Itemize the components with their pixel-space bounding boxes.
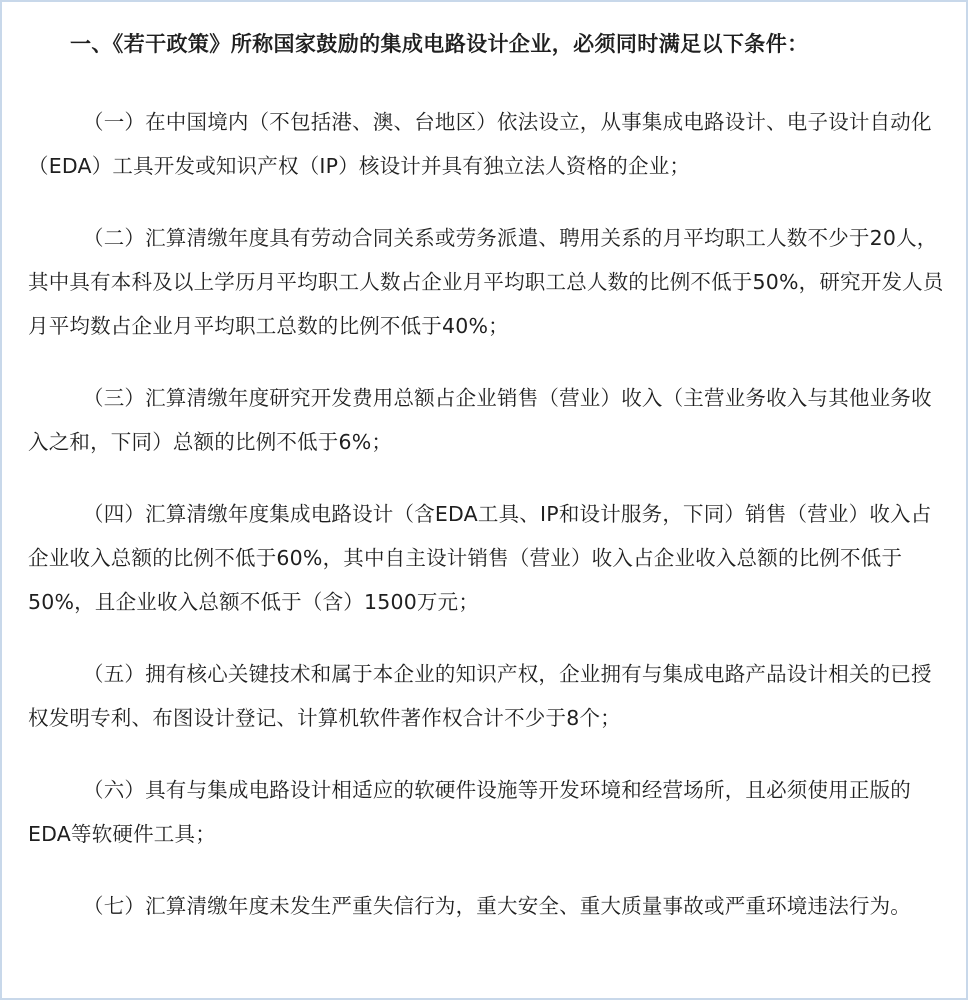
clause-5 xyxy=(28,652,952,740)
clause-number: （五） xyxy=(83,662,146,686)
clause-4 xyxy=(28,492,952,624)
clause-1 xyxy=(28,100,952,188)
clause-2 xyxy=(28,216,952,348)
clause-6 xyxy=(28,768,952,856)
clause-text: 汇算清缴年度研究开发费用总额占企业销售（营业）收入（主营业务收入与其他业务收入之和，下同）总额的比例不低于6%； xyxy=(28,386,932,454)
clause-3 xyxy=(28,376,952,464)
document-heading: 一、《若干政策》所称国家鼓励的集成电路设计企业，必须同时满足以下条件： xyxy=(70,32,809,56)
clause-text: 汇算清缴年度未发生严重失信行为，重大安全、重大质量事故或严重环境违法行为。 xyxy=(145,894,912,918)
clause-text: 拥有核心关键技术和属于本企业的知识产权，企业拥有与集成电路产品设计相关的已授权发明专利、布图设计登记、计算机软件著作权合计不少于8个； xyxy=(28,662,932,730)
clause-number: （四） xyxy=(83,502,146,526)
clause-number: （七） xyxy=(83,894,146,918)
document-body xyxy=(2,2,966,998)
clause-number: （六） xyxy=(83,778,146,802)
clause-number: （三） xyxy=(83,386,146,410)
clause-number: （一） xyxy=(83,110,146,134)
clause-text: 汇算清缴年度具有劳动合同关系或劳务派遣、聘用关系的月平均职工人数不少于20人，其中具有本科及以上学历月平均职工人数占企业月平均职工总人数的比例不低于50%，研究开发人员月平均数占企业月平均职工总数的比例不低于40%； xyxy=(28,226,944,338)
clause-text: 具有与集成电路设计相适应的软硬件设施等开发环境和经营场所，且必须使用正版的EDA等软硬件工具； xyxy=(28,778,912,846)
clause-text: 在中国境内（不包括港、澳、台地区）依法设立，从事集成电路设计、电子设计自动化（EDA）工具开发或知识产权（IP）核设计并具有独立法人资格的企业； xyxy=(28,110,932,178)
clause-7 xyxy=(28,884,952,928)
clause-text: 汇算清缴年度集成电路设计（含EDA工具、IP和设计服务，下同）销售（营业）收入占企业收入总额的比例不低于60%，其中自主设计销售（营业）收入占企业收入总额的比例不低于50%，且企业收入总额不低于（含）1500万元； xyxy=(28,502,932,614)
clause-number: （二） xyxy=(83,226,146,250)
